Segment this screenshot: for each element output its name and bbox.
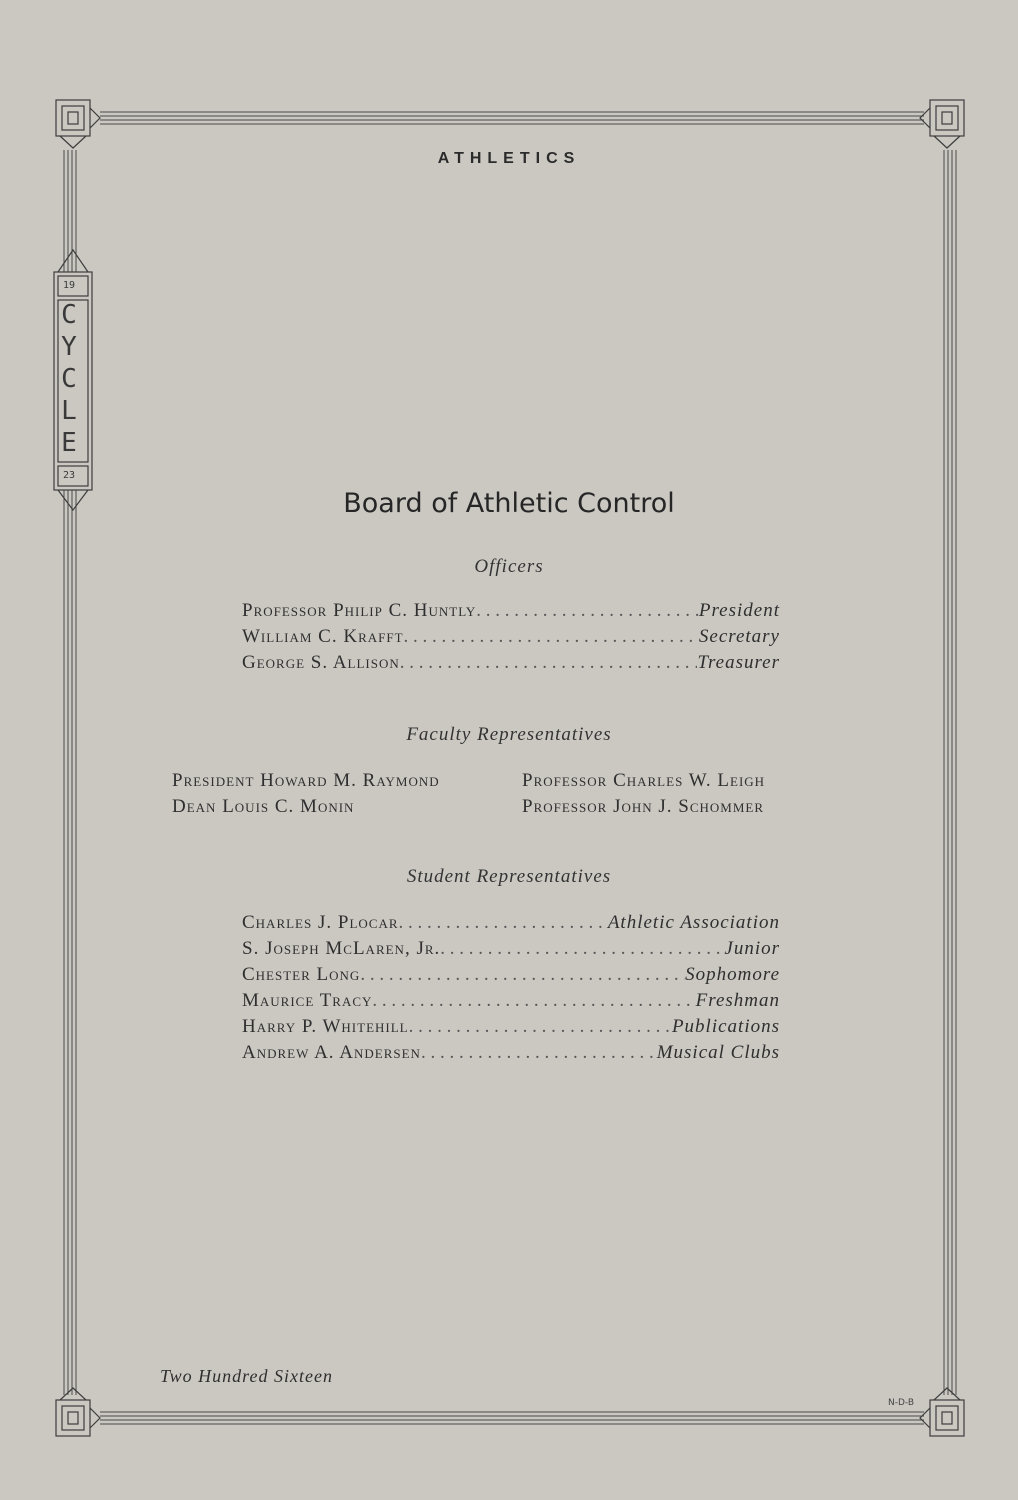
leader-dots <box>440 938 724 960</box>
faculty-rep: Professor Charles W. Leigh <box>522 770 766 791</box>
officer-role: President <box>698 600 780 621</box>
officer-row <box>242 652 780 676</box>
officer-role: Secretary <box>698 626 780 647</box>
student-row <box>242 964 780 988</box>
student-name: Andrew A. Andersen <box>242 1042 421 1063</box>
student-row <box>242 938 780 962</box>
sidebar-letter-5: E <box>61 428 77 458</box>
page-number: Two Hundred Sixteen <box>160 1366 333 1386</box>
officer-name: George S. Allison <box>242 652 400 673</box>
sidebar-letter-1: C <box>61 300 77 330</box>
leader-dots <box>372 990 695 1012</box>
students-heading: Student Representatives <box>406 866 612 887</box>
student-row <box>242 1016 780 1040</box>
student-role: Musical Clubs <box>656 1042 780 1063</box>
student-name: S. Joseph McLaren, Jr. <box>242 938 441 959</box>
leader-dots <box>400 652 698 674</box>
student-role: Sophomore <box>685 964 780 985</box>
faculty-rep: Dean Louis C. Monin <box>172 796 355 817</box>
engraver-mark: N-D-B <box>888 1398 915 1408</box>
student-row <box>242 912 780 936</box>
faculty-rep: Professor John J. Schommer <box>522 796 765 817</box>
sidebar-letter-3: C <box>61 364 77 394</box>
sidebar-letter-2: Y <box>61 332 77 362</box>
leader-dots <box>360 964 685 986</box>
officer-row <box>242 626 780 650</box>
student-name: Charles J. Plocar <box>242 912 399 933</box>
student-role: Junior <box>724 938 780 959</box>
student-name: Maurice Tracy <box>242 990 373 1011</box>
officer-role: Treasurer <box>697 652 780 673</box>
student-row <box>242 1042 780 1066</box>
page-header: ATHLETICS <box>437 150 581 167</box>
faculty-rep: President Howard M. Raymond <box>172 770 440 791</box>
sidebar-letter-4: L <box>61 396 77 426</box>
leader-dots <box>409 1016 672 1038</box>
student-name: Chester Long <box>242 964 361 985</box>
officer-row <box>242 600 780 624</box>
student-row <box>242 990 780 1014</box>
sidebar-year-bottom: 23 <box>62 470 76 481</box>
page-title: Board of Athletic Control <box>343 488 675 519</box>
sidebar-year-top: 19 <box>62 280 76 291</box>
faculty-heading: Faculty Representatives <box>406 724 612 745</box>
leader-dots <box>399 912 608 934</box>
officer-name: Professor Philip C. Huntly <box>242 600 477 621</box>
leader-dots <box>476 600 699 622</box>
student-role: Publications <box>671 1016 780 1037</box>
officers-heading: Officers <box>474 556 544 577</box>
leader-dots <box>404 626 699 648</box>
officer-name: William C. Krafft <box>242 626 404 647</box>
student-role: Freshman <box>695 990 780 1011</box>
student-role: Athletic Association <box>607 912 780 933</box>
leader-dots <box>421 1042 657 1064</box>
student-name: Harry P. Whitehill <box>242 1016 409 1037</box>
